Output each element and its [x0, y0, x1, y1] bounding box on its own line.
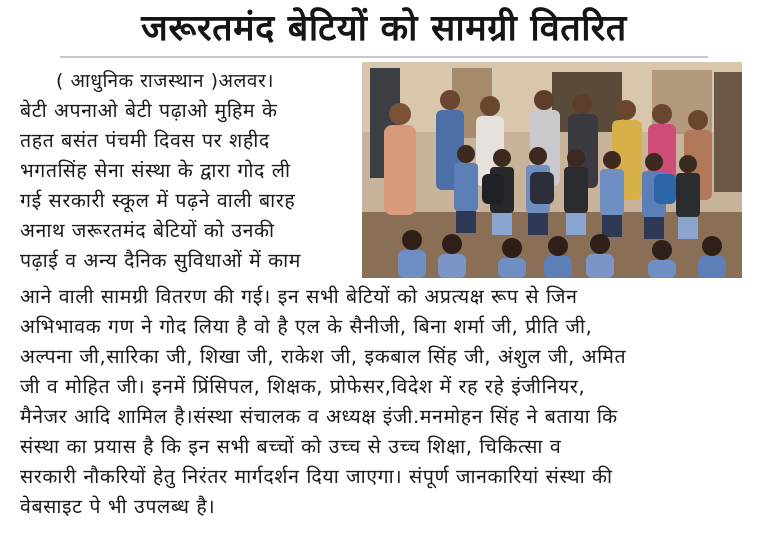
dateline: ( आधुनिक राजस्थान )अलवर।: [56, 70, 274, 92]
body-line: बेटी अपनाओ बेटी पढ़ाओ मुहिम के: [20, 99, 278, 122]
body-line: अभिभावक गण ने गोद लिया है वो है एल के सैनीजी, बिना शर्मा जी, प्रीति जी,: [20, 315, 593, 338]
body-line: तहत बसंत पंचमी दिवस पर शहीद: [20, 129, 270, 152]
body-line: अनाथ जरूरतमंद बेटियों को उनकी: [20, 219, 275, 242]
body-line: अल्पना जी,सारिका जी, शिखा जी, राकेश जी, इकबाल सिंह जी, अंशुल जी, अमित: [20, 345, 627, 368]
body-line: मैनेजर आदि शामिल है।संस्था संचालक व अध्यक्ष इंजी.मनमोहन सिंह ने बताया कि: [20, 405, 618, 428]
body-line: आने वाली सामग्री वितरण की गई। इन सभी बेटियों को अप्रत्यक्ष रूप से जिन: [20, 285, 578, 308]
group-photo-icon: [362, 62, 742, 278]
body-line: संस्था का प्रयास है कि इन सभी बच्चों को उच्च से उच्च शिक्षा, चिकित्सा व: [20, 435, 562, 458]
body-line: जी व मोहित जी। इनमें प्रिंसिपल, शिक्षक, प्रोफेसर,विदेश में रह रहे इंजीनियर,: [20, 375, 586, 398]
body-line: पढ़ाई व अन्य दैनिक सुविधाओं में काम: [20, 249, 302, 272]
headline: जरूरतमंद बेटियों को सामग्री वितरित: [141, 8, 627, 49]
news-photo: [362, 62, 742, 278]
body-line: गई सरकारी स्कूल में पढ़ने वाली बारह: [20, 189, 296, 212]
headline-divider: [60, 56, 708, 58]
body-line: भगतसिंह सेना संस्था के द्वारा गोद ली: [20, 159, 291, 182]
body-line: सरकारी नौकरियों हेतु निरंतर मार्गदर्शन दिया जाएगा। संपूर्ण जानकारियां संस्था की: [20, 465, 613, 488]
body-line: वेबसाइट पे भी उपलब्ध है।: [20, 495, 216, 518]
